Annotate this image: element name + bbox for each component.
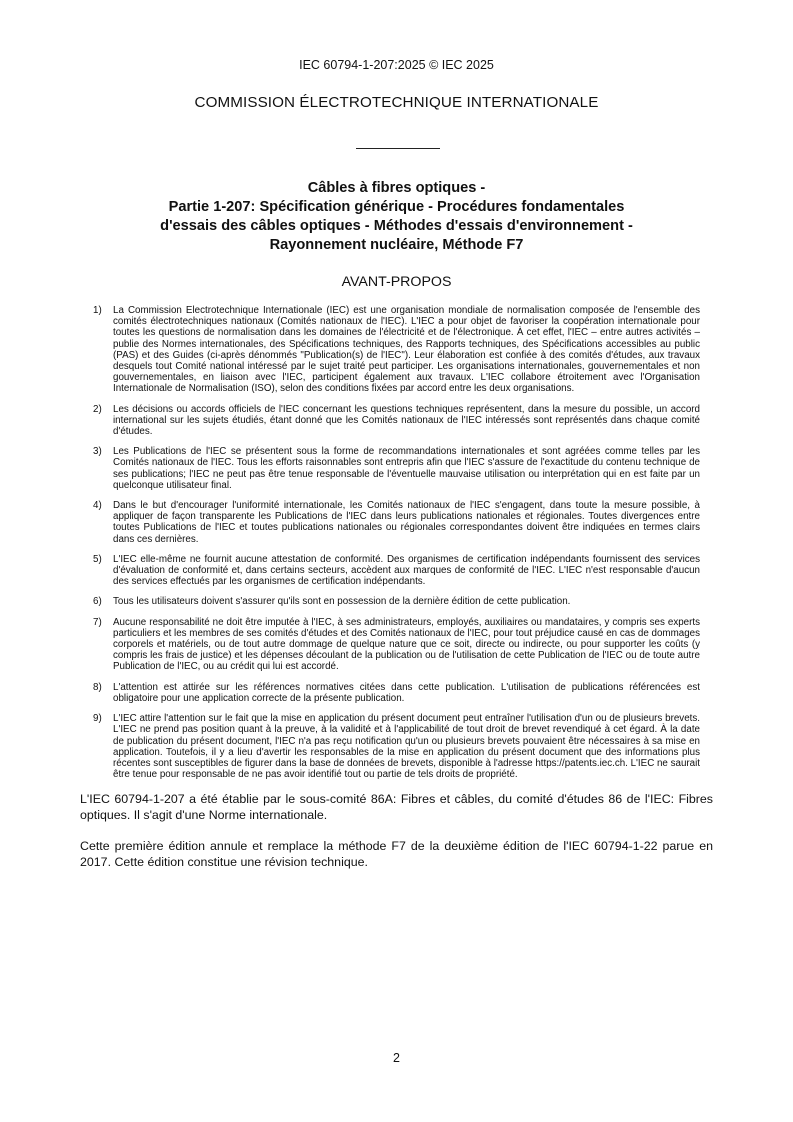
item-number: 8) xyxy=(93,681,102,693)
item-text: L'IEC attire l'attention sur le fait que la mise en application du présent document peut entraîner l'utilisation d'un ou de plusieurs brevets. L'IEC ne prend pas position quant à la preuve, à la validité et à l'applicabilité de tout droit de brevet revendiqué à cet égard. À la date de publication du présent document, l'IEC n'a pas reçu notification qu'un ou plusieurs brevets pouvaient être nécessaires à sa mise en application. Toutefois, il y a lieu d'avertir les responsables de la mise en application du présent document que des informations plus récentes sont susceptibles de figurer dans la base de données de brevets, disponible à l'adresse https://patents.iec.ch. L'IEC ne saurait être tenue pour responsable de ne pas avoir identifié tout ou partie de tels droits de propriété. xyxy=(113,713,701,781)
foreword-item-2 xyxy=(93,404,700,438)
item-number: 9) xyxy=(93,713,102,725)
item-text: L'IEC elle-même ne fournit aucune attestation de conformité. Des organismes de certification indépendants fournissent des services d'évaluation de conformité et, dans certains secteurs, accèdent aux marques de conformité de l'IEC. L'IEC n'est responsable d'aucun des services effectués par les organismes de certification indépendants. xyxy=(113,553,700,588)
item-text: Les Publications de l'IEC se présentent sous la forme de recommandations internationales et sont agréées comme telles par les Comités nationaux de l'IEC. Tous les efforts raisonnables sont entrepris afin que l'IEC s'assure de l'exactitude du contenu technique de ses publications; l'IEC ne peut pas être tenue responsable de l'éventuelle mauvaise utilisation ou interprétation qui en est faite par un quelconque utilisateur final. xyxy=(113,446,700,491)
item-text: Aucune responsabilité ne doit être imputée à l'IEC, à ses administrateurs, employés, auxiliaires ou mandataires, y compris ses experts particuliers et les membres de ses comités d'études et des Comités nationaux de l'IEC, pour tout préjudice causé en cas de dommages corporels et matériels, ou de tout autre dommage de quelque nature que ce soit, directe ou indirecte, ou pour supporter les coûts (y compris les frais de justice) et les dépenses découlant de la publication ou de l'utilisation de cette Publication de l'IEC ou de toute autre Publication de l'IEC, ou au crédit qui lui est accordé. xyxy=(113,616,700,673)
foreword-item-7 xyxy=(93,617,700,673)
item-number: 1) xyxy=(93,305,102,316)
foreword-item-6 xyxy=(93,596,700,607)
item-number: 5) xyxy=(93,553,102,565)
foreword-item-9 xyxy=(93,713,700,780)
foreword-item-8 xyxy=(93,682,700,704)
item-text: Tous les utilisateurs doivent s'assurer qu'ils sont en possession de la dernière édition de cette publication. xyxy=(113,596,571,608)
title-line-1: Câbles à fibres optiques - xyxy=(307,180,486,196)
foreword-item-1 xyxy=(93,305,700,395)
title-line-2: Partie 1-207: Spécification générique - Procédures fondamentales xyxy=(168,199,625,215)
item-number: 4) xyxy=(93,500,102,512)
item-text: Les décisions ou accords officiels de l'IEC concernant les questions techniques représentent, dans la mesure du possible, un accord international sur les sujets étudiés, étant donné que les Comités nationaux de l'IEC intéressés sont représentés dans chaque comité d'études. xyxy=(113,403,700,438)
foreword-heading: AVANT-PROPOS xyxy=(341,274,452,290)
item-text: La Commission Electrotechnique Internationale (IEC) est une organisation mondiale de normalisation composée de l'ensemble des comités électrotechniques nationaux (Comités nationaux de l'IEC). L'IEC a pour objet de favoriser la coopération internationale pour toutes les questions de normalisation dans les domaines de l'électricité et de l'électronique. À cet effet, l'IEC – entre autres activités – publie des Normes internationales, des Spécifications techniques, des Rapports techniques, des Spécifications accessibles au public (PAS) et des Guides (ci-après dénommés "Publication(s) de l'IEC"). Leur élaboration est confiée à des comités d'études, aux travaux desquels tout Comité national intéressé par le sujet traité peut participer. Les organisations internationales, gouvernementales et non gouvernementales, en liaison avec l'IEC, participent également aux travaux. L'IEC collabore étroitement avec l'Organisation Internationale de Normalisation (ISO), selon des conditions fixées par accord entre les deux organisations. xyxy=(113,305,700,395)
foreword-item-3 xyxy=(93,446,700,491)
item-number: 3) xyxy=(93,446,102,458)
document-title xyxy=(80,179,713,255)
foreword-item-5 xyxy=(93,554,700,588)
organization-name: COMMISSION ÉLECTROTECHNIQUE INTERNATIONALE xyxy=(194,94,599,111)
item-number: 6) xyxy=(93,596,102,608)
page-number: 2 xyxy=(393,1051,400,1065)
item-number: 7) xyxy=(93,616,102,628)
title-line-3: d'essais des câbles optiques - Méthodes d'essais d'environnement - xyxy=(160,218,633,234)
body-paragraphs xyxy=(80,792,713,886)
title-line-4: Rayonnement nucléaire, Méthode F7 xyxy=(269,237,524,253)
foreword-item-4 xyxy=(93,500,700,545)
body-paragraph: Cette première édition annule et remplace la méthode F7 de la deuxième édition de l'IEC 60794-1-22 parue en 2017. Cette édition constitue une révision technique. xyxy=(80,839,713,869)
document-reference: IEC 60794-1-207:2025 © IEC 2025 xyxy=(299,58,494,72)
item-text: L'attention est attirée sur les références normatives citées dans cette publication. L'utilisation de publications référencées est obligatoire pour une application correcte de la présente publication. xyxy=(113,681,700,704)
body-paragraph: L'IEC 60794-1-207 a été établie par le sous-comité 86A: Fibres et câbles, du comité d'études 86 de l'IEC: Fibres optiques. Il s'agit d'une Norme internationale. xyxy=(80,792,713,822)
divider-rule xyxy=(356,148,440,149)
item-number: 2) xyxy=(93,403,102,415)
foreword-list xyxy=(93,305,700,789)
item-text: Dans le but d'encourager l'uniformité internationale, les Comités nationaux de l'IEC s'engagent, dans toute la mesure possible, à appliquer de façon transparente les Publications de l'IEC dans leurs publications nationales et régionales. Toutes divergences entre toutes Publications de l'IEC et toutes publications nationales ou régionales correspondantes doivent être indiquées en termes clairs dans ces dernières. xyxy=(113,500,700,545)
